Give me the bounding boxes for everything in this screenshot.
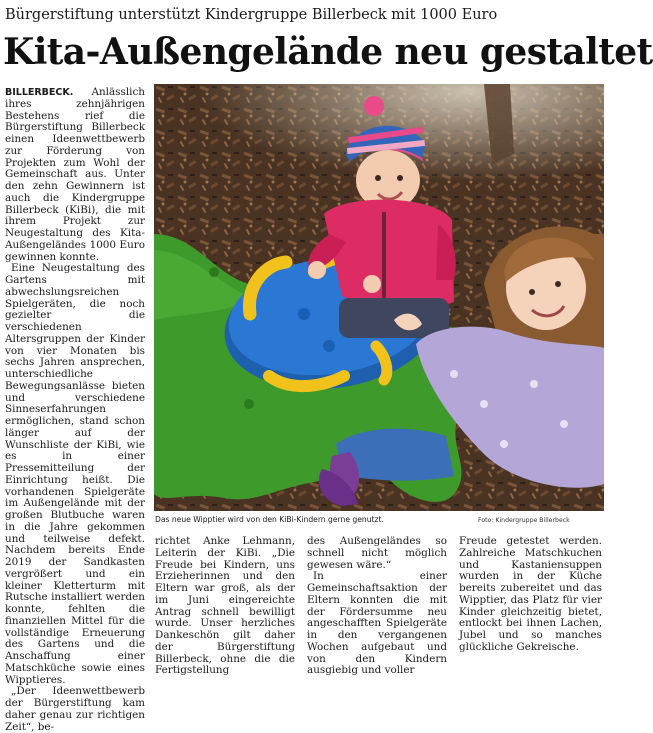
article-column-4 [459,536,602,657]
lead-text: Anlässlich ihres zehnjährigen Bestehens rief die Bürgerstiftung Billerbeck einen Ideenwettbewerb zur Förderung von Projekten zum Wohl der Gemeinschaft aus. Unter den zehn Gewinnern ist auch die Kindergruppe Billerbeck (KiBi), die mit ihrem Projekt zur Neugestaltung des Kita-Außengeländes 1000 Euro gewinnen konnte. [5,86,145,263]
article-kicker: Bürgerstiftung unterstützt Kindergruppe Billerbeck mit 1000 Euro [5,7,498,23]
article-headline: Kita-Außengelände neu gestaltet [3,31,653,73]
paragraph: In einer Gemeinschaftsaktion der Eltern konnten die mit der Fördersumme neu angeschafften Spielgeräte in den vergangenen Wochen aufgebaut und von den Kindern ausgiebig und voller [307,570,447,677]
article-column-2 [155,535,295,677]
lead-paragraph [5,87,145,263]
paragraph: „Der Ideenwettbewerb der Bürgerstiftung kam daher genau zur richtigen Zeit“, be- [5,685,145,733]
article-column-3 [307,535,447,677]
photo-caption: Das neue Wipptier wird von den KiBi-Kindern gerne genutzt. [155,515,384,524]
article-column-1 [5,86,145,733]
paragraph: Eine Neugestaltung des Gartens mit abwechslungsreichen Spielgeräten, die noch gezielter die verschiedenen Altersgruppen der Kinder von vier Monaten bis sechs Jahren ansprechen, unterschiedliche Bewegungsanlässe bieten und verschiedene Sinneserfahrungen ermöglichen, stand schon länger auf der Wunschliste der KiBi, wie es in einer Pressemitteilung der Einrichtung heißt. Die vorhandenen Spielgeräte im Außengelände mit der großen Blutbuche waren in die Jahre gekommen und teilweise defekt. Nachdem bereits Ende 2019 der Sandkasten vergrößert und ein kleiner Kletterturm mit Rutsche installiert werden konnte, fehlten die finanziellen Mittel für die vollständige Erneuerung des Gartens und die Anschaffung einer Matschküche sowie eines Wipptieres. [5,262,145,686]
photo-credit: Foto: Kindergruppe Billerbeck [478,517,570,524]
paragraph: richtet Anke Lehmann, Leiterin der KiBi. „Die Freude bei Kindern, uns Erzieherinnen und den Eltern war groß, als der im Juni eingereichte Antrag schnell bewilligt wurde. Unser herzliches Dankeschön gilt daher der Bürgerstiftung Billerbeck, ohne die die Fertigstellung [155,535,295,677]
paragraph: Freude getestet werden. Zahlreiche Matschkuchen und Kastaniensuppen wurden in der Küche bereits zubereitet und das Wipptier, das Platz für vier Kinder gleichzeitig bietet, entlockt bei ihnen Lachen, Jubel und so manches glückliche Gekreische. [459,535,602,653]
paragraph: des Außengeländes so schnell nicht möglich gewesen wäre.“ [307,535,447,571]
article-photo [154,84,604,511]
playground-photo [154,84,604,511]
dateline: BILLERBECK. [5,87,74,98]
